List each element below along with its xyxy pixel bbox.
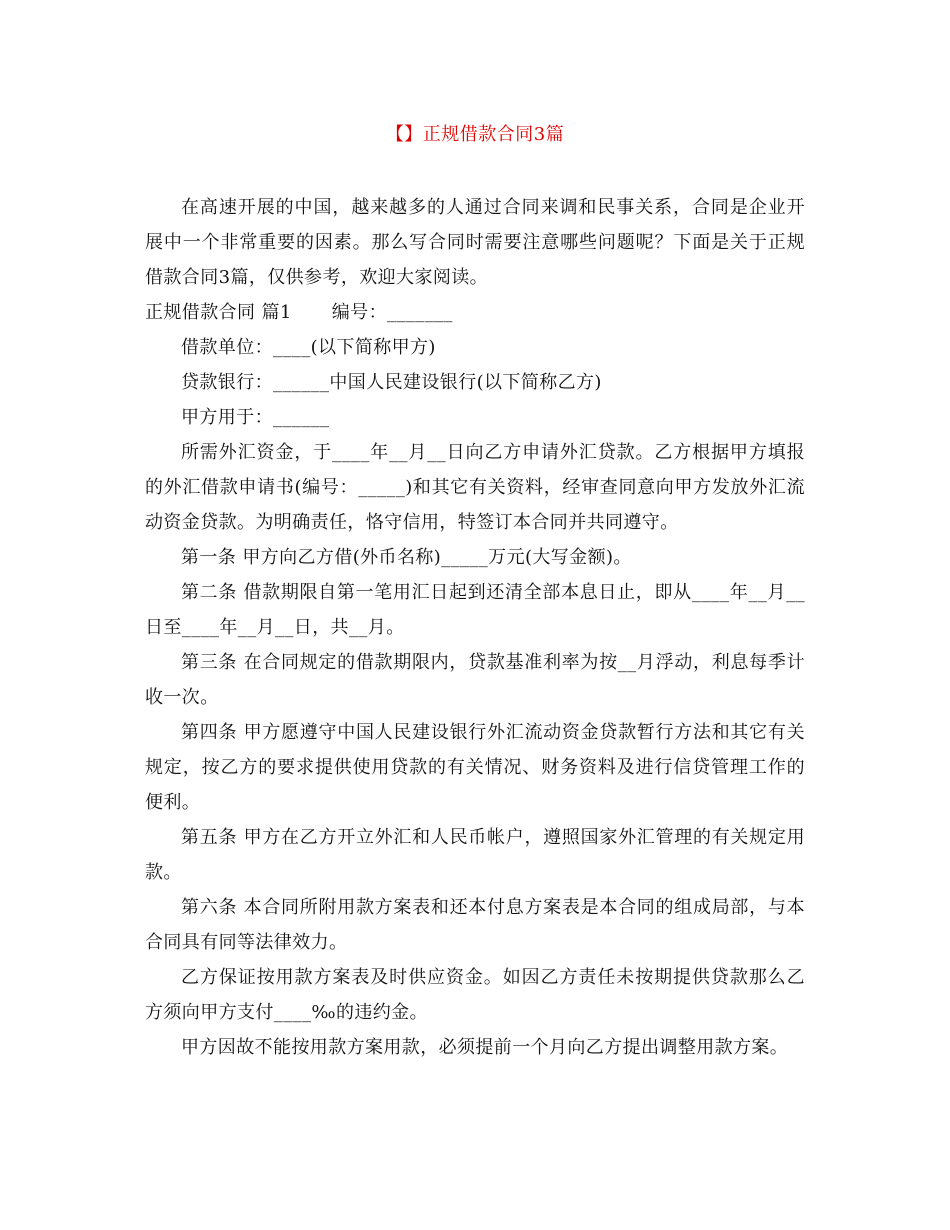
paragraph-lender-bank: 贷款银行：______中国人民建设银行(以下简称乙方) <box>181 372 602 393</box>
paragraph-plan-adjustment: 甲方因故不能按用款方案用款，必须提前一个月向乙方提出调整用款方案。 <box>181 1037 789 1058</box>
paragraph-purpose: 甲方用于：______ <box>181 407 330 428</box>
article-3: 第三条 在合同规定的借款期限内，贷款基准利率为按__月浮动，利息每季计收一次。 <box>145 652 805 708</box>
paragraph-borrower: 借款单位：____(以下简称甲方) <box>181 337 436 358</box>
document-body <box>145 190 805 1065</box>
document-title: 【】正规借款合同3篇 <box>385 124 565 145</box>
article-4: 第四条 甲方愿遵守中国人民建设银行外汇流动资金贷款暂行方法和其它有关规定，按乙方的要求提供使用贷款的有关情况、财务资料及进行信贷管理工作的便利。 <box>145 722 805 813</box>
section-heading-line <box>145 295 805 330</box>
contract-number: 编号：_______ <box>331 302 453 323</box>
article-2: 第二条 借款期限自第一笔用汇日起到还清全部本息日止，即从____年__月__日至____年__月__日，共__月。 <box>145 582 805 638</box>
article-1: 第一条 甲方向乙方借(外币名称)_____万元(大写金额)。 <box>181 547 632 568</box>
section-heading: 正规借款合同 篇1 <box>145 302 292 323</box>
intro-paragraph: 在高速开展的中国，越来越多的人通过合同来调和民事关系，合同是企业开展中一个非常重要的因素。那么写合同时需要注意哪些问题呢？下面是关于正规借款合同3篇，仅供参考，欢迎大家阅读。 <box>145 197 805 288</box>
article-6: 第六条 本合同所附用款方案表和还本付息方案表是本合同的组成局部，与本合同具有同等法律效力。 <box>145 897 805 953</box>
paragraph-lender-guarantee: 乙方保证按用款方案表及时供应资金。如因乙方责任未按期提供贷款那么乙方须向甲方支付____‰的违约金。 <box>145 967 805 1023</box>
paragraph-application: 所需外汇资金，于____年__月__日向乙方申请外汇贷款。乙方根据甲方填报的外汇借款申请书(编号：_____)和其它有关资料，经审查同意向甲方发放外汇流动资金贷款。为明确责任，恪守信用，特签订本合同并共同遵守。 <box>145 442 805 533</box>
article-5: 第五条 甲方在乙方开立外汇和人民币帐户，遵照国家外汇管理的有关规定用款。 <box>145 827 805 883</box>
